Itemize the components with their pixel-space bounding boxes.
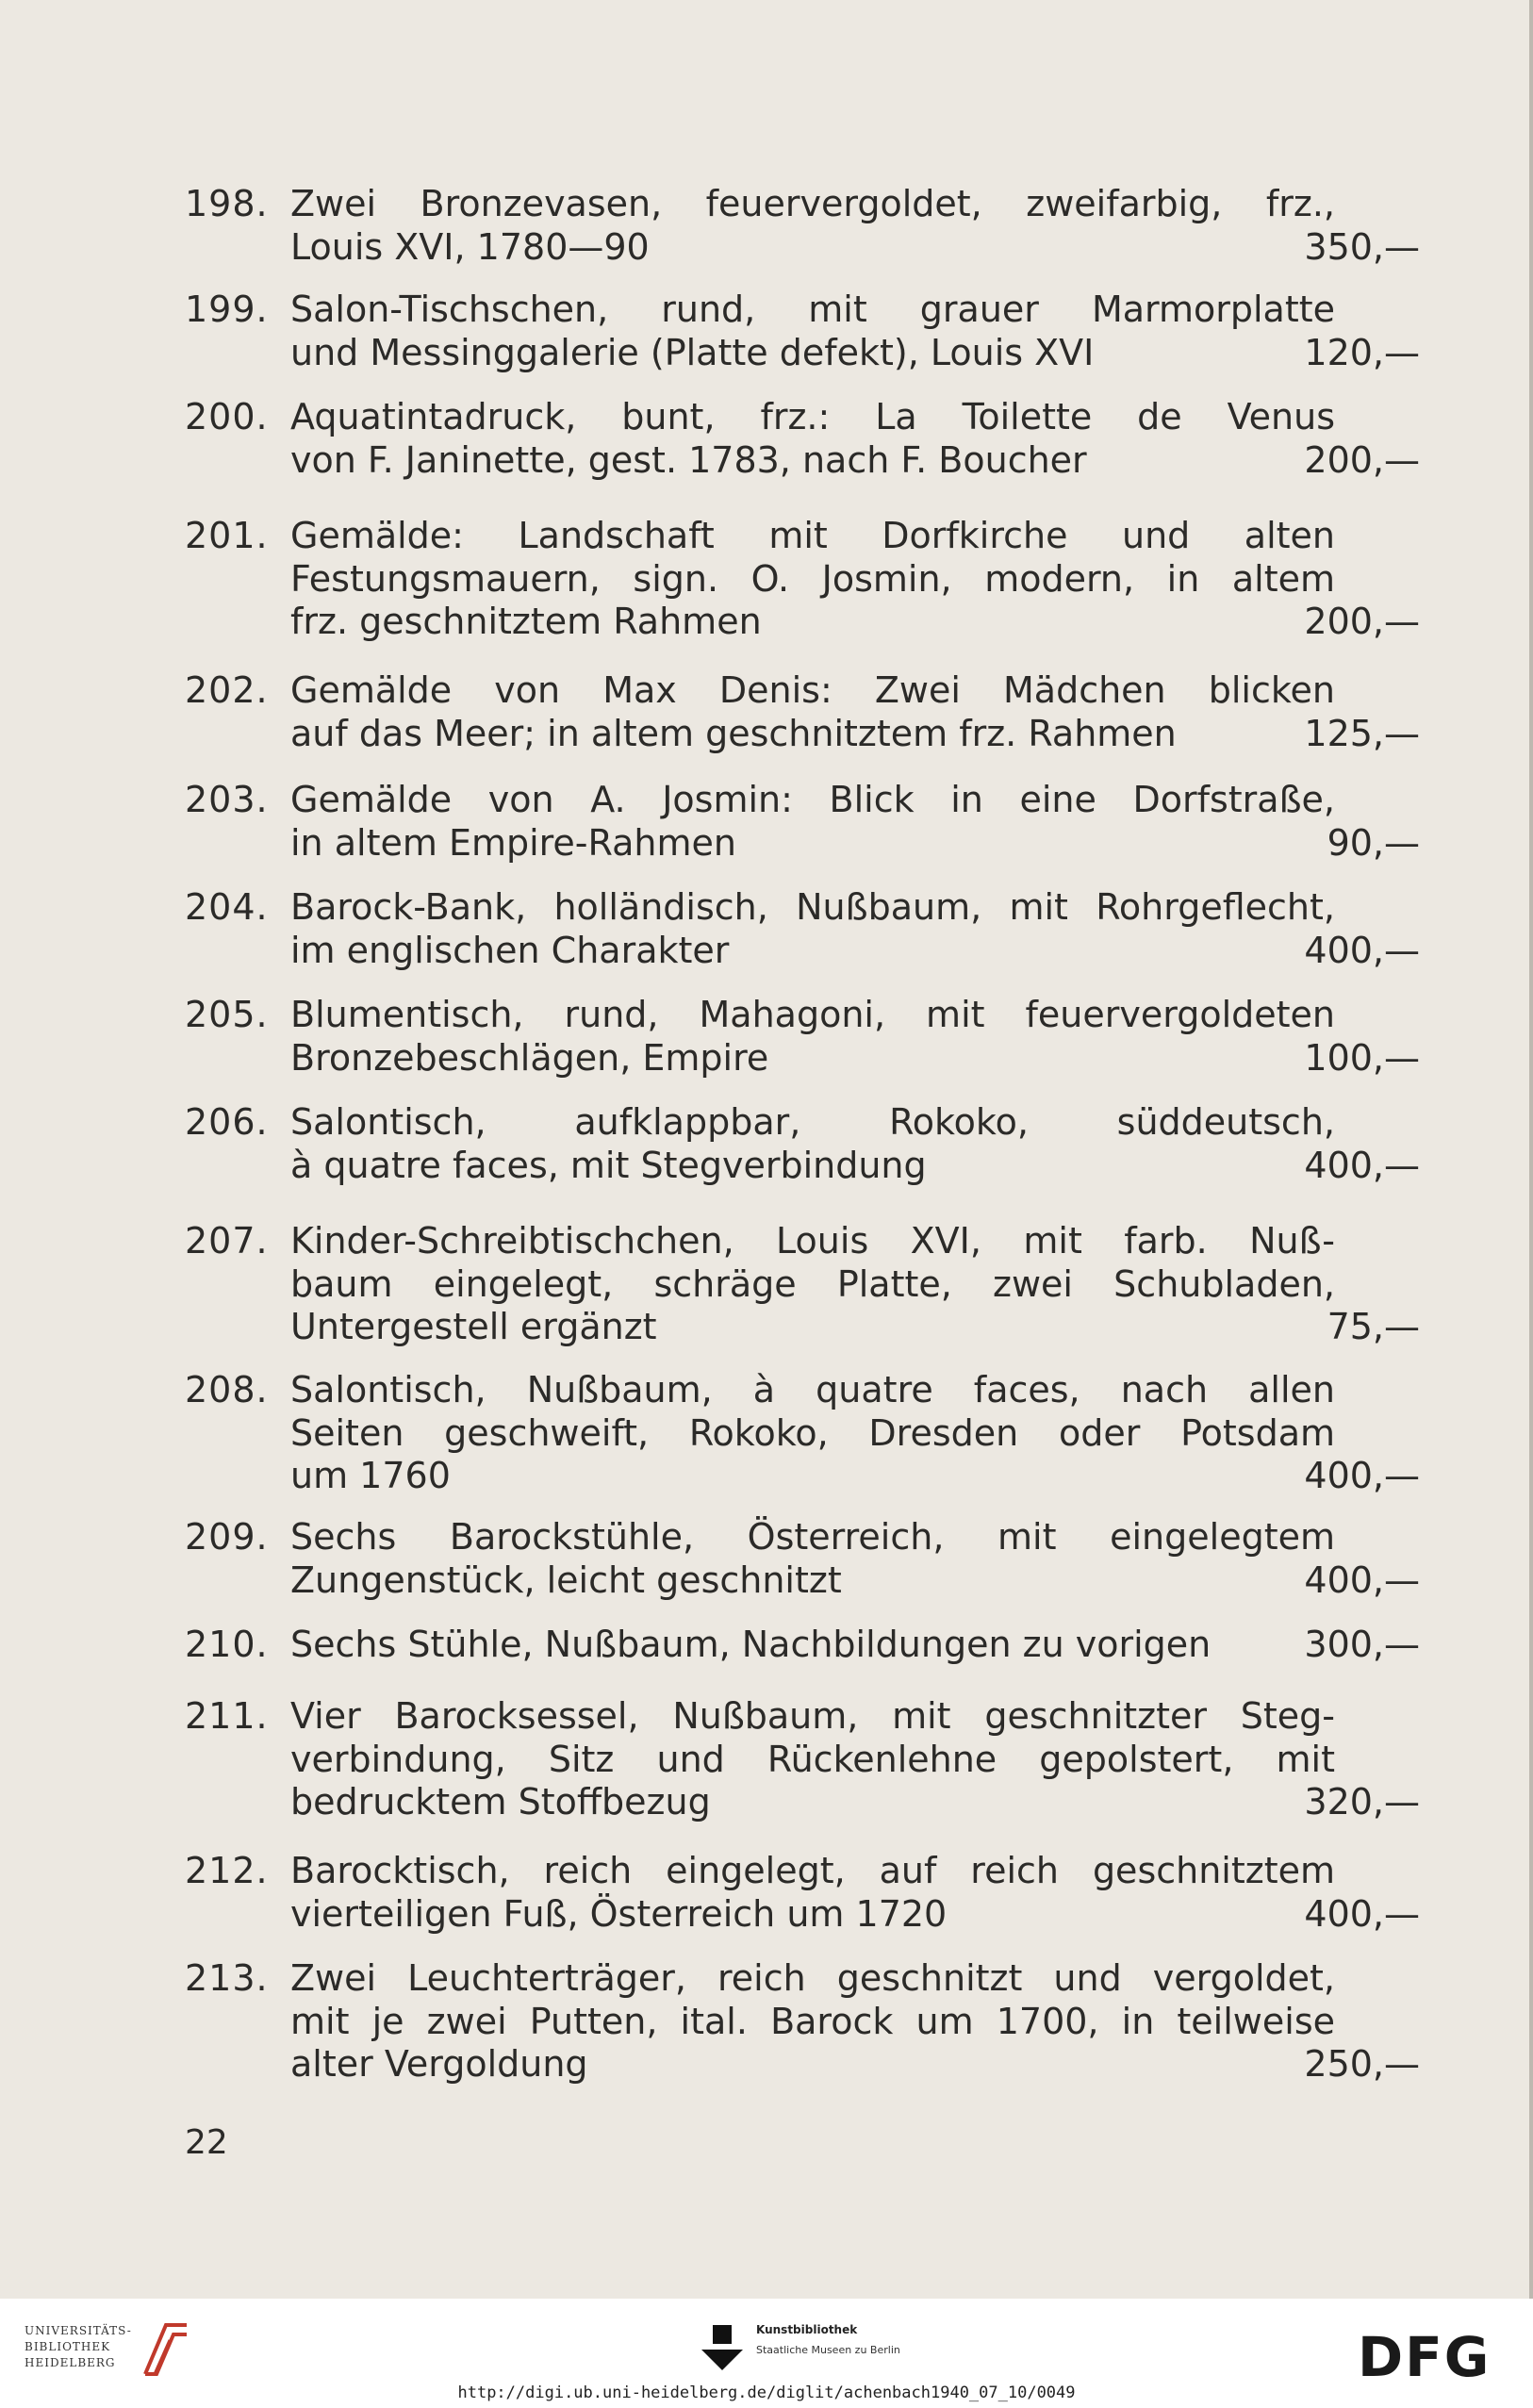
- entry-description-line: Salontisch, Nußbaum, à quatre faces, nach allen: [290, 1369, 1335, 1410]
- entry-price: 350,—: [1304, 225, 1420, 268]
- entry-description-line: Sechs Barockstühle, Österreich, mit eingelegtem: [290, 1516, 1335, 1558]
- kunstbibliothek-title: Kunstbibliothek: [756, 2323, 858, 2336]
- university-logo-line-1: UNIVERSITÄTS-: [25, 2324, 132, 2337]
- entry-description-line: Barocktisch, reich eingelegt, auf reich geschnitztem: [290, 1850, 1335, 1891]
- entry-description-line: baum eingelegt, schräge Platte, zwei Schubladen,: [290, 1262, 1335, 1305]
- entry-description-line: Seiten geschweift, Rokoko, Dresden oder Potsdam: [290, 1411, 1335, 1454]
- entry-description-line: und Messinggalerie (Platte defekt), Louis XVI: [290, 331, 1095, 373]
- entry-description-line: Salontisch, aufklappbar, Rokoko, süddeutsch,: [290, 1101, 1335, 1143]
- entry-description-line: in altem Empire-Rahmen: [290, 821, 736, 864]
- entry-description-line: Salon-Tischschen, rund, mit grauer Marmorplatte: [290, 289, 1335, 330]
- entry-description-line: Zwei Leuchterträger, reich geschnitzt und vergoldet,: [290, 1957, 1335, 1999]
- entry-description-line: Vier Barocksessel, Nußbaum, mit geschnitzter Steg-: [290, 1695, 1335, 1737]
- entry-description-line: auf das Meer; in altem geschnitztem frz. Rahmen: [290, 712, 1177, 754]
- entry-number: 208.: [185, 1369, 269, 1410]
- entry-number: 204.: [185, 886, 269, 928]
- entry-description-line: verbindung, Sitz und Rückenlehne gepolstert, mit: [290, 1738, 1335, 1780]
- entry-number: 209.: [185, 1516, 269, 1558]
- entry-description-line: Festungsmauern, sign. O. Josmin, modern, in altem: [290, 557, 1335, 600]
- entry-description-line: Louis XVI, 1780—90: [290, 225, 650, 268]
- catalogue-entry: [185, 515, 1420, 644]
- catalogue-entry: [185, 779, 1420, 865]
- entry-description: [290, 669, 1335, 755]
- catalogue-entry: [185, 1624, 1420, 1667]
- university-emblem-icon: [138, 2319, 190, 2378]
- university-logo-line-2: BIBLIOTHEK: [25, 2340, 111, 2353]
- entry-description: [290, 1957, 1335, 2086]
- entry-number: 211.: [185, 1695, 269, 1737]
- entry-description-line: Sechs Stühle, Nußbaum, Nachbildungen zu vorigen: [290, 1624, 1212, 1665]
- entry-number: 202.: [185, 669, 269, 711]
- university-logo-line-3: HEIDELBERG: [25, 2356, 116, 2369]
- entry-description: [290, 289, 1335, 374]
- entry-price: 100,—: [1304, 1036, 1420, 1079]
- entry-price: 400,—: [1304, 929, 1420, 971]
- catalogue-entry: [185, 289, 1420, 374]
- entry-description: [290, 779, 1335, 865]
- kunstbibliothek-subtitle: Staatliche Museen zu Berlin: [756, 2344, 900, 2356]
- entry-description-line: Gemälde: Landschaft mit Dorfkirche und alten: [290, 515, 1335, 556]
- entry-price: 125,—: [1304, 712, 1420, 754]
- entry-description-line: Bronzebeschlägen, Empire: [290, 1036, 769, 1079]
- entry-description: [290, 1220, 1335, 1349]
- entry-description-line: frz. geschnitztem Rahmen: [290, 601, 762, 642]
- entry-number: 213.: [185, 1957, 269, 1999]
- entry-price: 75,—: [1327, 1306, 1420, 1347]
- entry-price: 250,—: [1304, 2043, 1420, 2085]
- entry-description-line: bedrucktem Stoffbezug: [290, 1781, 711, 1822]
- entry-description: [290, 1369, 1335, 1498]
- entry-price: 400,—: [1304, 1559, 1420, 1601]
- entry-number: 203.: [185, 779, 269, 820]
- entry-description: [290, 1101, 1335, 1187]
- entry-description-line: Zungenstück, leicht geschnitzt: [290, 1559, 842, 1601]
- entry-number: 199.: [185, 289, 269, 330]
- entry-description: [290, 515, 1335, 644]
- entry-description: [290, 1850, 1335, 1936]
- entry-price: 120,—: [1304, 331, 1420, 373]
- catalogue-entry: [185, 669, 1420, 755]
- dfg-logo[interactable]: DFG: [1358, 2325, 1492, 2389]
- entry-description-line: von F. Janinette, gest. 1783, nach F. Boucher: [290, 438, 1087, 481]
- catalogue-entry: [185, 1957, 1420, 2086]
- entry-description-line: um 1760: [290, 1455, 451, 1496]
- catalogue-entry: [185, 1516, 1420, 1602]
- entry-number: 206.: [185, 1101, 269, 1143]
- entry-description-line: mit je zwei Putten, ital. Barock um 1700, in teilweise: [290, 2000, 1335, 2042]
- university-library-logo[interactable]: [25, 2319, 194, 2385]
- entry-description-line: Gemälde von Max Denis: Zwei Mädchen blicken: [290, 669, 1335, 711]
- university-logo-text: [25, 2323, 132, 2371]
- entry-description-line: Aquatintadruck, bunt, frz.: La Toilette de Venus: [290, 396, 1335, 437]
- entry-number: 205.: [185, 994, 269, 1035]
- entry-number: 200.: [185, 396, 269, 437]
- entry-price: 90,—: [1327, 821, 1420, 864]
- source-url[interactable]: http://digi.ub.uni-heidelberg.de/diglit/achenbach1940_07_10/0049: [457, 2383, 1076, 2402]
- catalogue-entry: [185, 1220, 1420, 1349]
- entry-price: 400,—: [1304, 1144, 1420, 1186]
- entry-number: 198.: [185, 183, 269, 224]
- catalogue-entry: [185, 1101, 1420, 1187]
- entry-description: [290, 1695, 1335, 1824]
- entry-description: [290, 1516, 1335, 1602]
- entry-number: 201.: [185, 515, 269, 556]
- entry-price: 200,—: [1304, 601, 1420, 642]
- entry-price: 320,—: [1304, 1781, 1420, 1822]
- entry-price: 400,—: [1304, 1455, 1420, 1496]
- entry-description-line: Kinder-Schreibtischchen, Louis XVI, mit farb. Nuß-: [290, 1220, 1335, 1262]
- entry-description-line: Gemälde von A. Josmin: Blick in eine Dorfstraße,: [290, 779, 1335, 820]
- catalogue-entry: [185, 994, 1420, 1080]
- kunstbibliothek-logo[interactable]: [700, 2321, 945, 2378]
- entry-description: [290, 183, 1335, 269]
- catalogue-entry: [185, 396, 1420, 482]
- entry-number: 210.: [185, 1624, 269, 1665]
- catalogue-entry: [185, 183, 1420, 269]
- entry-description: [290, 396, 1335, 482]
- entry-description-line: Barock-Bank, holländisch, Nußbaum, mit Rohrgeflecht,: [290, 886, 1335, 928]
- catalogue-entry: [185, 1369, 1420, 1498]
- entry-description-line: Zwei Bronzevasen, feuervergoldet, zweifarbig, frz.,: [290, 183, 1335, 224]
- entry-description: [290, 994, 1335, 1080]
- entry-description-line: à quatre faces, mit Stegverbindung: [290, 1144, 927, 1186]
- entry-description: [290, 1624, 1335, 1667]
- entry-description-line: vierteiligen Fuß, Österreich um 1720: [290, 1892, 948, 1935]
- entry-description-line: Untergestell ergänzt: [290, 1306, 657, 1347]
- entry-price: 300,—: [1304, 1624, 1420, 1665]
- catalogue-entry: [185, 1850, 1420, 1936]
- entry-description-line: im englischen Charakter: [290, 929, 730, 971]
- kunstbibliothek-emblem-icon: [700, 2321, 745, 2372]
- entry-description-line: Blumentisch, rund, Mahagoni, mit feuervergoldeten: [290, 994, 1335, 1035]
- catalogue-entry: [185, 1695, 1420, 1824]
- entry-description: [290, 886, 1335, 972]
- entry-price: 400,—: [1304, 1892, 1420, 1935]
- catalogue-entry: [185, 886, 1420, 972]
- entry-number: 207.: [185, 1220, 269, 1262]
- entry-number: 212.: [185, 1850, 269, 1891]
- entry-description-line: alter Vergoldung: [290, 2043, 588, 2085]
- entry-price: 200,—: [1304, 438, 1420, 481]
- page-number: 22: [185, 2123, 228, 2162]
